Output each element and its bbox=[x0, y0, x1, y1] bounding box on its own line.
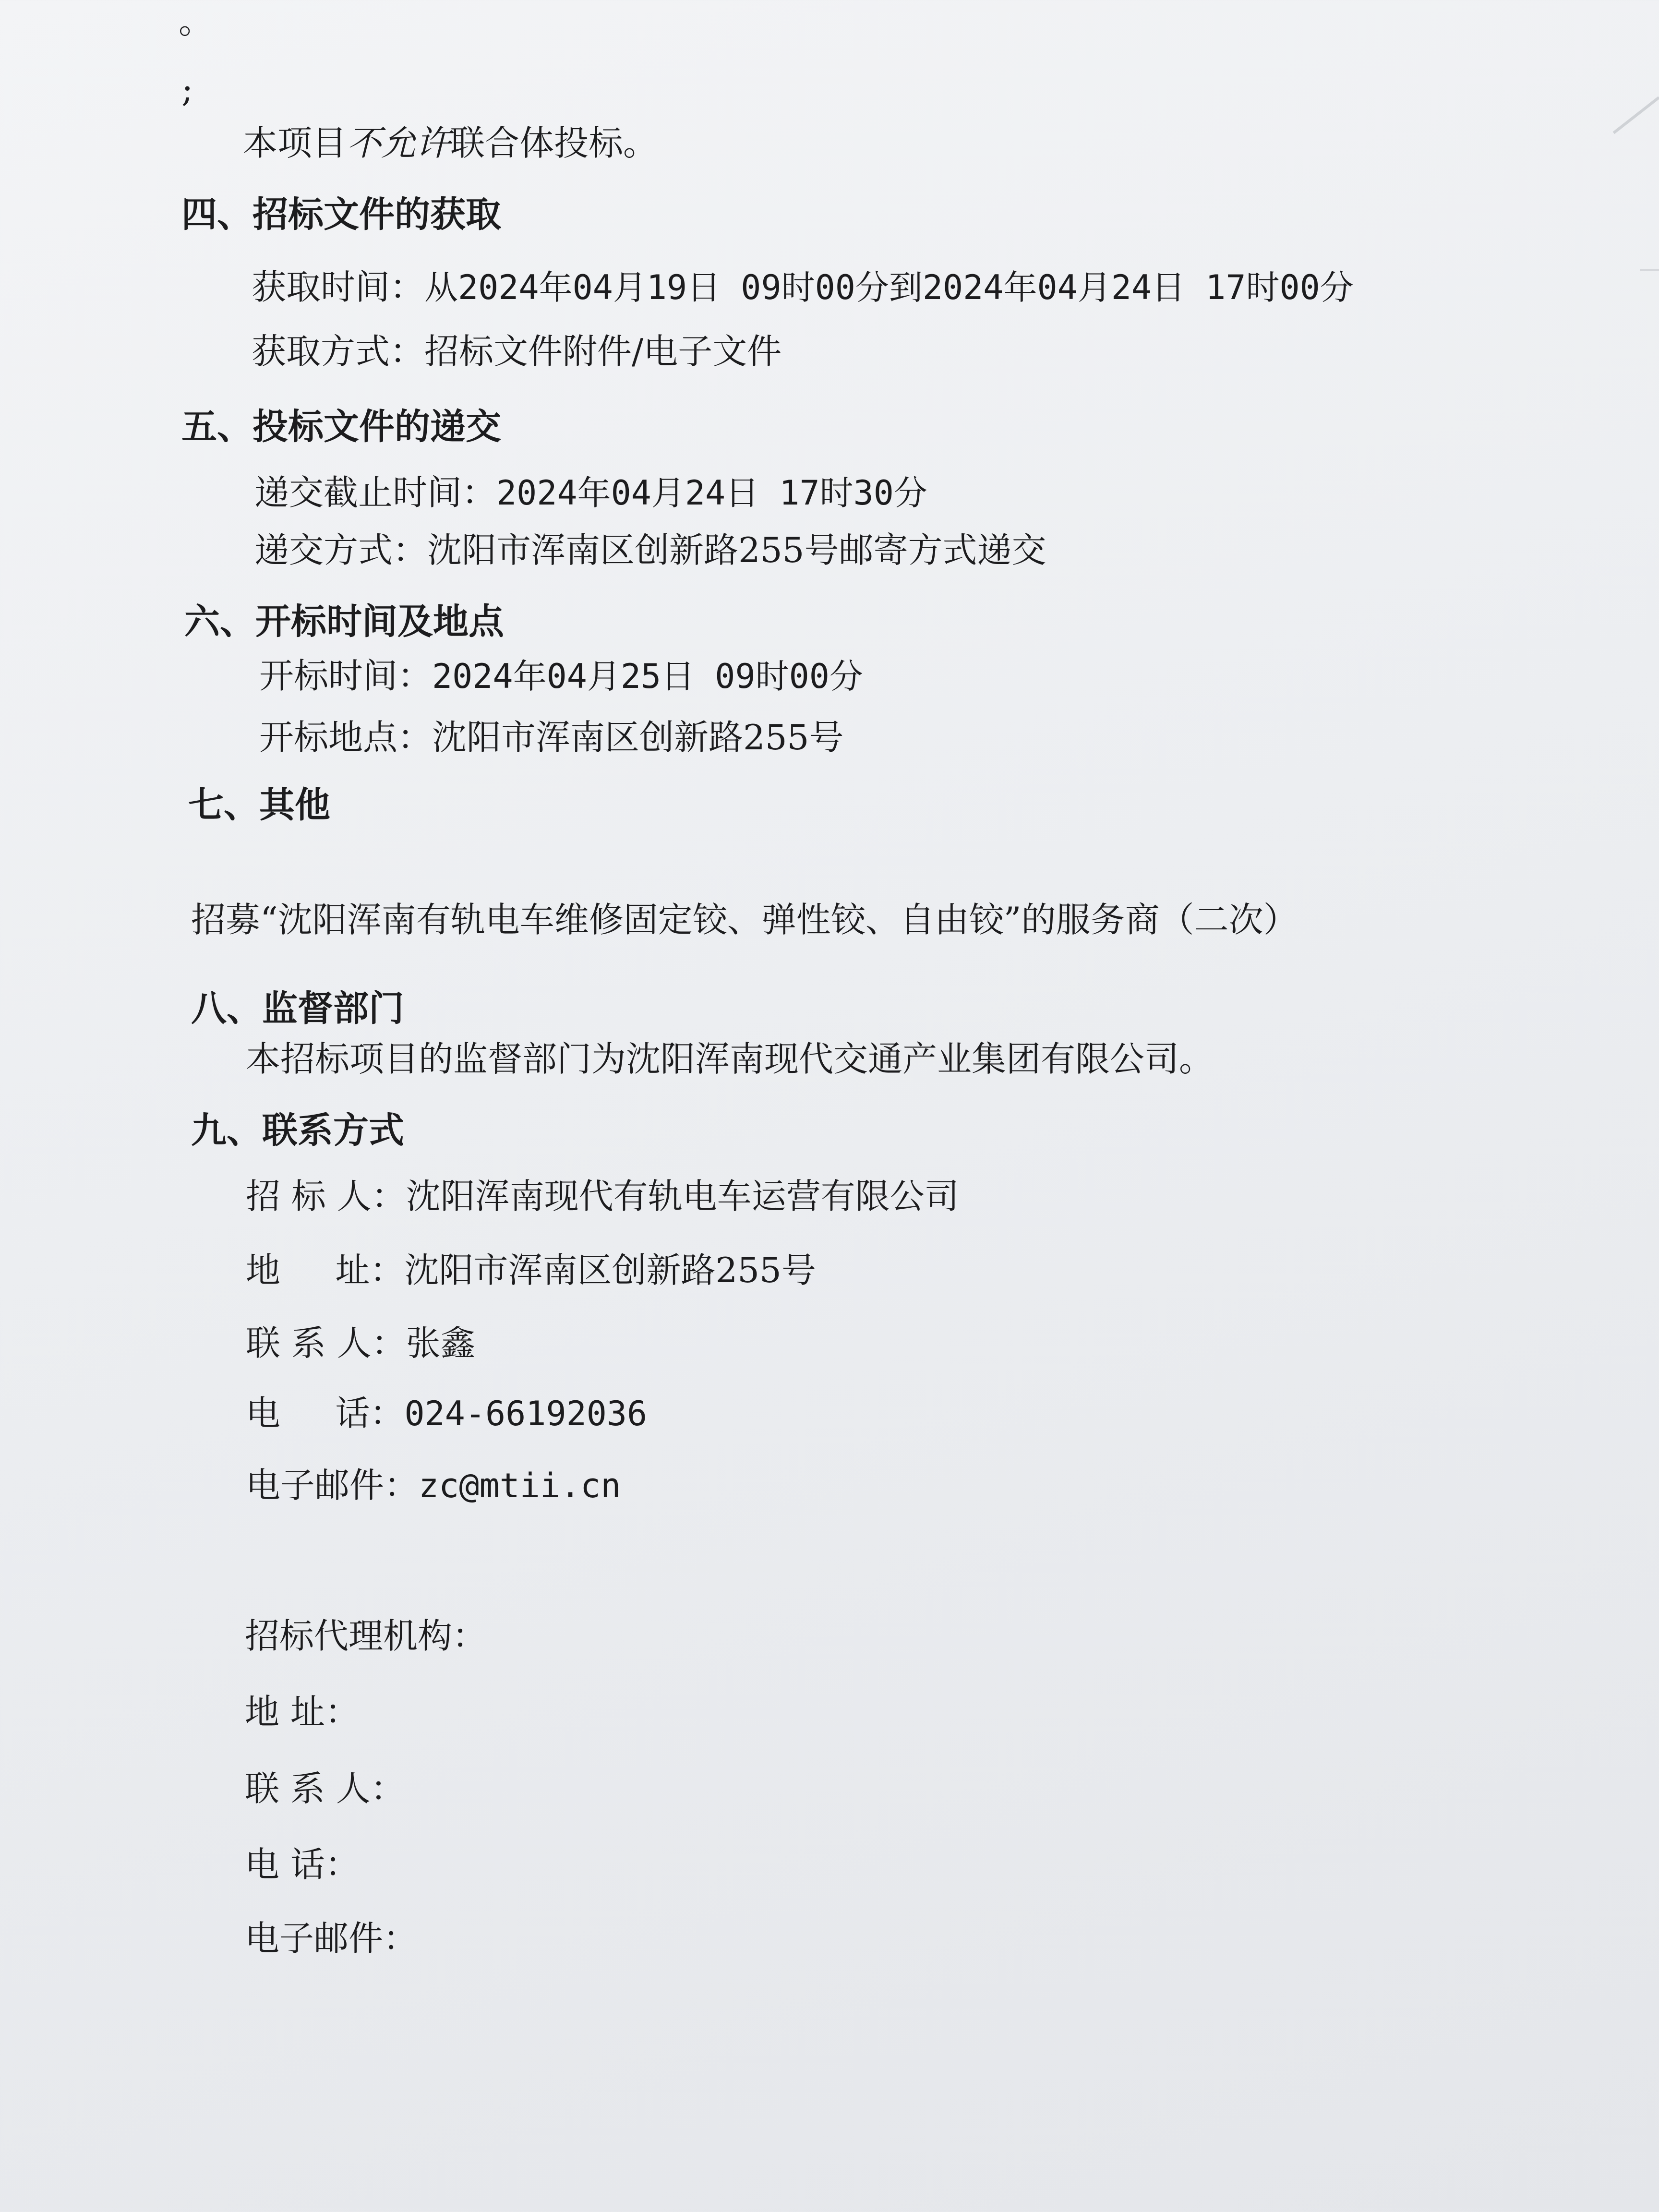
contact-label: 联 系 人： bbox=[246, 1323, 406, 1363]
section7-heading: 七、其他 bbox=[188, 784, 330, 826]
paper-edge-mark bbox=[1640, 269, 1659, 271]
address-value: 沈阳市浑南区创新路255号 bbox=[404, 1250, 816, 1290]
paper-fold-mark bbox=[1613, 96, 1659, 134]
submit-deadline-value: 2024年04月24日 17时30分 bbox=[496, 473, 927, 513]
address-label: 地 址： bbox=[246, 1250, 405, 1290]
phone-label: 电 话： bbox=[246, 1393, 405, 1433]
contact-value: 张鑫 bbox=[406, 1323, 475, 1363]
submit-deadline-label: 递交截止时间： bbox=[254, 472, 497, 513]
obtain-method-value: 招标文件附件/电子文件 bbox=[424, 331, 782, 372]
tenderer-value: 沈阳浑南现代有轨电车运营有限公司 bbox=[406, 1176, 959, 1216]
obtain-method-row bbox=[252, 331, 782, 372]
consortium-statement bbox=[243, 123, 658, 163]
section8-text: 本招标项目的监督部门为沈阳浑南现代交通产业集团有限公司。 bbox=[246, 1039, 1214, 1079]
submit-method-value: 沈阳市浑南区创新路255号邮寄方式递交 bbox=[427, 530, 1046, 570]
consortium-prefix: 本项目 bbox=[243, 123, 347, 163]
email-row bbox=[246, 1465, 621, 1505]
phone-row bbox=[246, 1393, 648, 1433]
top-mark-semicolon: ; bbox=[181, 69, 193, 109]
agency-phone-label: 电 话： bbox=[245, 1844, 360, 1885]
submit-method-row bbox=[254, 530, 1046, 570]
tenderer-label: 招 标 人： bbox=[246, 1176, 406, 1216]
submit-deadline-row bbox=[254, 472, 927, 513]
section9-heading: 九、联系方式 bbox=[191, 1110, 404, 1151]
tenderer-row bbox=[246, 1176, 959, 1216]
section8-heading: 八、监督部门 bbox=[191, 988, 404, 1029]
obtain-time-value: 从2024年04月19日 09时00分到2024年04月24日 17时00分 bbox=[424, 268, 1354, 307]
opening-place-label: 开标地点： bbox=[259, 717, 433, 757]
agency-address-label: 地 址： bbox=[245, 1692, 360, 1732]
obtain-time-label: 获取时间： bbox=[252, 267, 425, 307]
phone-value: 024-66192036 bbox=[404, 1394, 648, 1433]
opening-time-row bbox=[259, 656, 863, 696]
top-mark-period: 。 bbox=[179, 1, 214, 41]
obtain-time-row bbox=[252, 267, 1354, 307]
email-label: 电子邮件： bbox=[246, 1465, 419, 1505]
email-value: zc@mtii.cn bbox=[419, 1466, 621, 1505]
opening-time-label: 开标时间： bbox=[259, 656, 433, 696]
agency-email-label: 电子邮件： bbox=[245, 1918, 418, 1959]
contact-row bbox=[246, 1323, 475, 1363]
opening-place-row bbox=[259, 717, 844, 757]
section7-text: 招募“沈阳浑南有轨电车维修固定铰、弹性铰、自由铰”的服务商（二次） bbox=[191, 900, 1298, 940]
opening-time-value: 2024年04月25日 09时00分 bbox=[432, 657, 863, 696]
section6-heading: 六、开标时间及地点 bbox=[184, 601, 504, 642]
section4-heading: 四、招标文件的获取 bbox=[181, 194, 501, 235]
consortium-emphasis: 不允许 bbox=[347, 123, 451, 163]
consortium-suffix: 联合体投标。 bbox=[450, 123, 658, 163]
opening-place-value: 沈阳市浑南区创新路255号 bbox=[432, 717, 844, 757]
submit-method-label: 递交方式： bbox=[254, 530, 428, 570]
obtain-method-label: 获取方式： bbox=[252, 331, 425, 372]
agency-contact-label: 联 系 人： bbox=[245, 1768, 405, 1809]
address-row bbox=[246, 1250, 816, 1290]
section5-heading: 五、投标文件的递交 bbox=[181, 406, 501, 447]
agency-title: 招标代理机构： bbox=[245, 1616, 487, 1656]
